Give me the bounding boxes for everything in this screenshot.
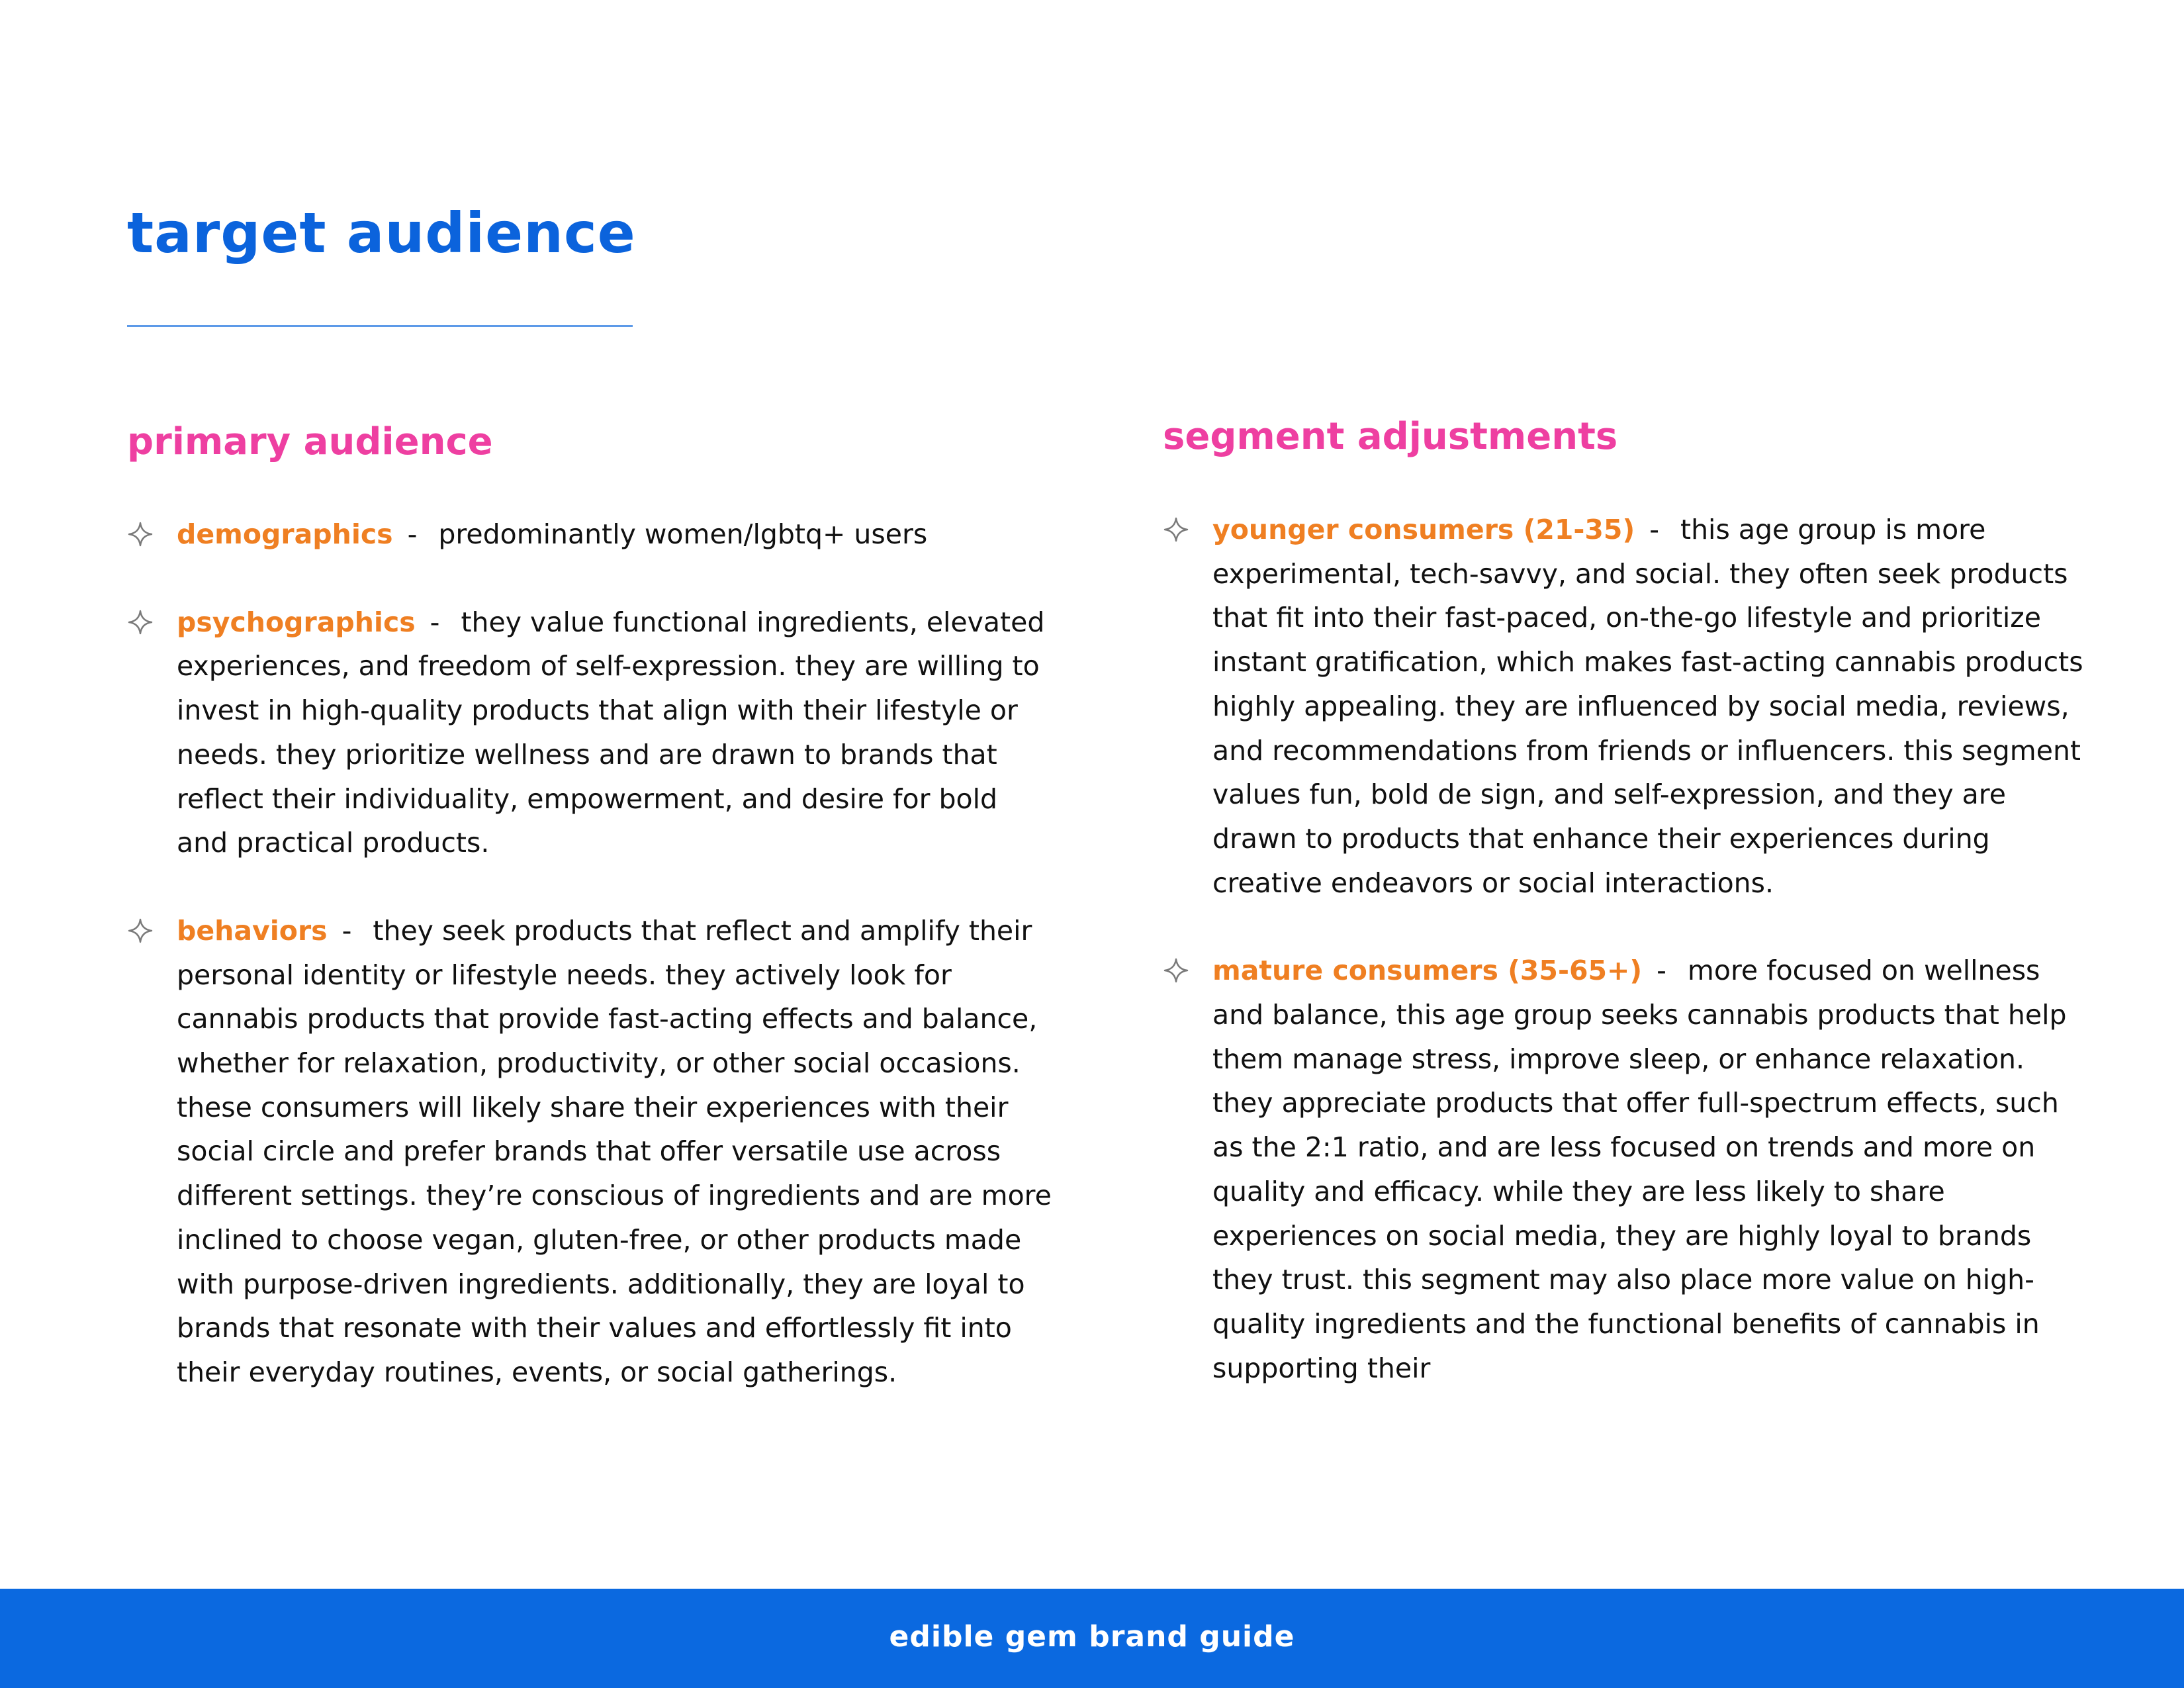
item-label: younger consumers (21-35) <box>1212 514 1635 545</box>
item-label: demographics <box>177 518 393 550</box>
primary-audience-heading: primary audience <box>127 420 493 463</box>
page-title: target audience <box>127 201 636 265</box>
primary-audience-list <box>127 512 1054 1395</box>
sparkle-icon <box>127 609 154 635</box>
item-text: more focused on wellness and balance, this age group seeks cannabis products that help them manage stress, improve sleep, or enhance relaxation. they appreciate products that offer full-spectrum effects, such as the 2:1 ratio, and are less focused on trends and more on quality and efficacy. while they are less likely to share experiences on social media, they are highly loyal to brands they trust. this segment may also place more value on high-quality ingredients and the functional benefits of cannabis in supporting their <box>1212 955 2067 1384</box>
item-text: this age group is more experimental, tech-savvy, and social. they often seek products that fit into their fast-paced, on-the-go lifestyle and prioritize instant gratification, which makes fast-acting cannabis products highly appealing. they are influenced by social media, reviews, and recommendations from friends or influencers. this segment values fun, bold de sign, and self-expression, and they are drawn to products that enhance their experiences during creative endeavors or social interactions. <box>1212 514 2083 899</box>
segment-adjustments-list <box>1163 508 2089 1390</box>
sparkle-icon <box>1163 516 1189 543</box>
list-item-demographics <box>127 512 1054 557</box>
sparkle-icon <box>1163 957 1189 984</box>
item-text: they seek products that reflect and amplify their personal identity or lifestyle needs. they actively look for cannabis products that provide fast-acting effects and balance, whether for relaxation, productivity, or other social occasions. these consumers will likely share their experiences with their social circle and prefer brands that offer versatile use across different settings. they’re conscious of ingredients and are more inclined to choose vegan, gluten-free, or other products made with purpose-driven ingredients. additionally, they are loyal to brands that resonate with their values and effortlessly fit into their everyday routines, events, or social gatherings. <box>177 914 1052 1388</box>
item-separator: - <box>1649 514 1659 545</box>
item-separator: - <box>430 606 440 638</box>
item-label: mature consumers (35-65+) <box>1212 955 1643 987</box>
sparkle-icon <box>127 521 154 547</box>
footer-bar <box>0 1589 2184 1688</box>
item-separator: - <box>407 518 418 550</box>
list-item-behaviors <box>127 909 1054 1395</box>
segment-adjustments-heading: segment adjustments <box>1163 415 1618 458</box>
list-item-younger-consumers <box>1163 508 2089 905</box>
item-separator: - <box>341 914 352 947</box>
footer-text: edible gem brand guide <box>889 1620 1295 1654</box>
item-text: predominantly women/lgbtq+ users <box>438 518 928 550</box>
sparkle-icon <box>127 917 154 944</box>
item-label: psychographics <box>177 606 416 638</box>
title-divider <box>127 325 633 327</box>
item-separator: - <box>1657 955 1666 987</box>
item-label: behaviors <box>177 914 328 947</box>
item-text: they value functional ingredients, elevated experiences, and freedom of self-expression. they are willing to invest in high-quality products that align with their lifestyle or needs. they prioritize wellness and are drawn to brands that reflect their individuality, empowerment, and desire for bold and practical products. <box>177 606 1045 859</box>
list-item-mature-consumers <box>1163 949 2089 1390</box>
list-item-psychographics <box>127 600 1054 865</box>
